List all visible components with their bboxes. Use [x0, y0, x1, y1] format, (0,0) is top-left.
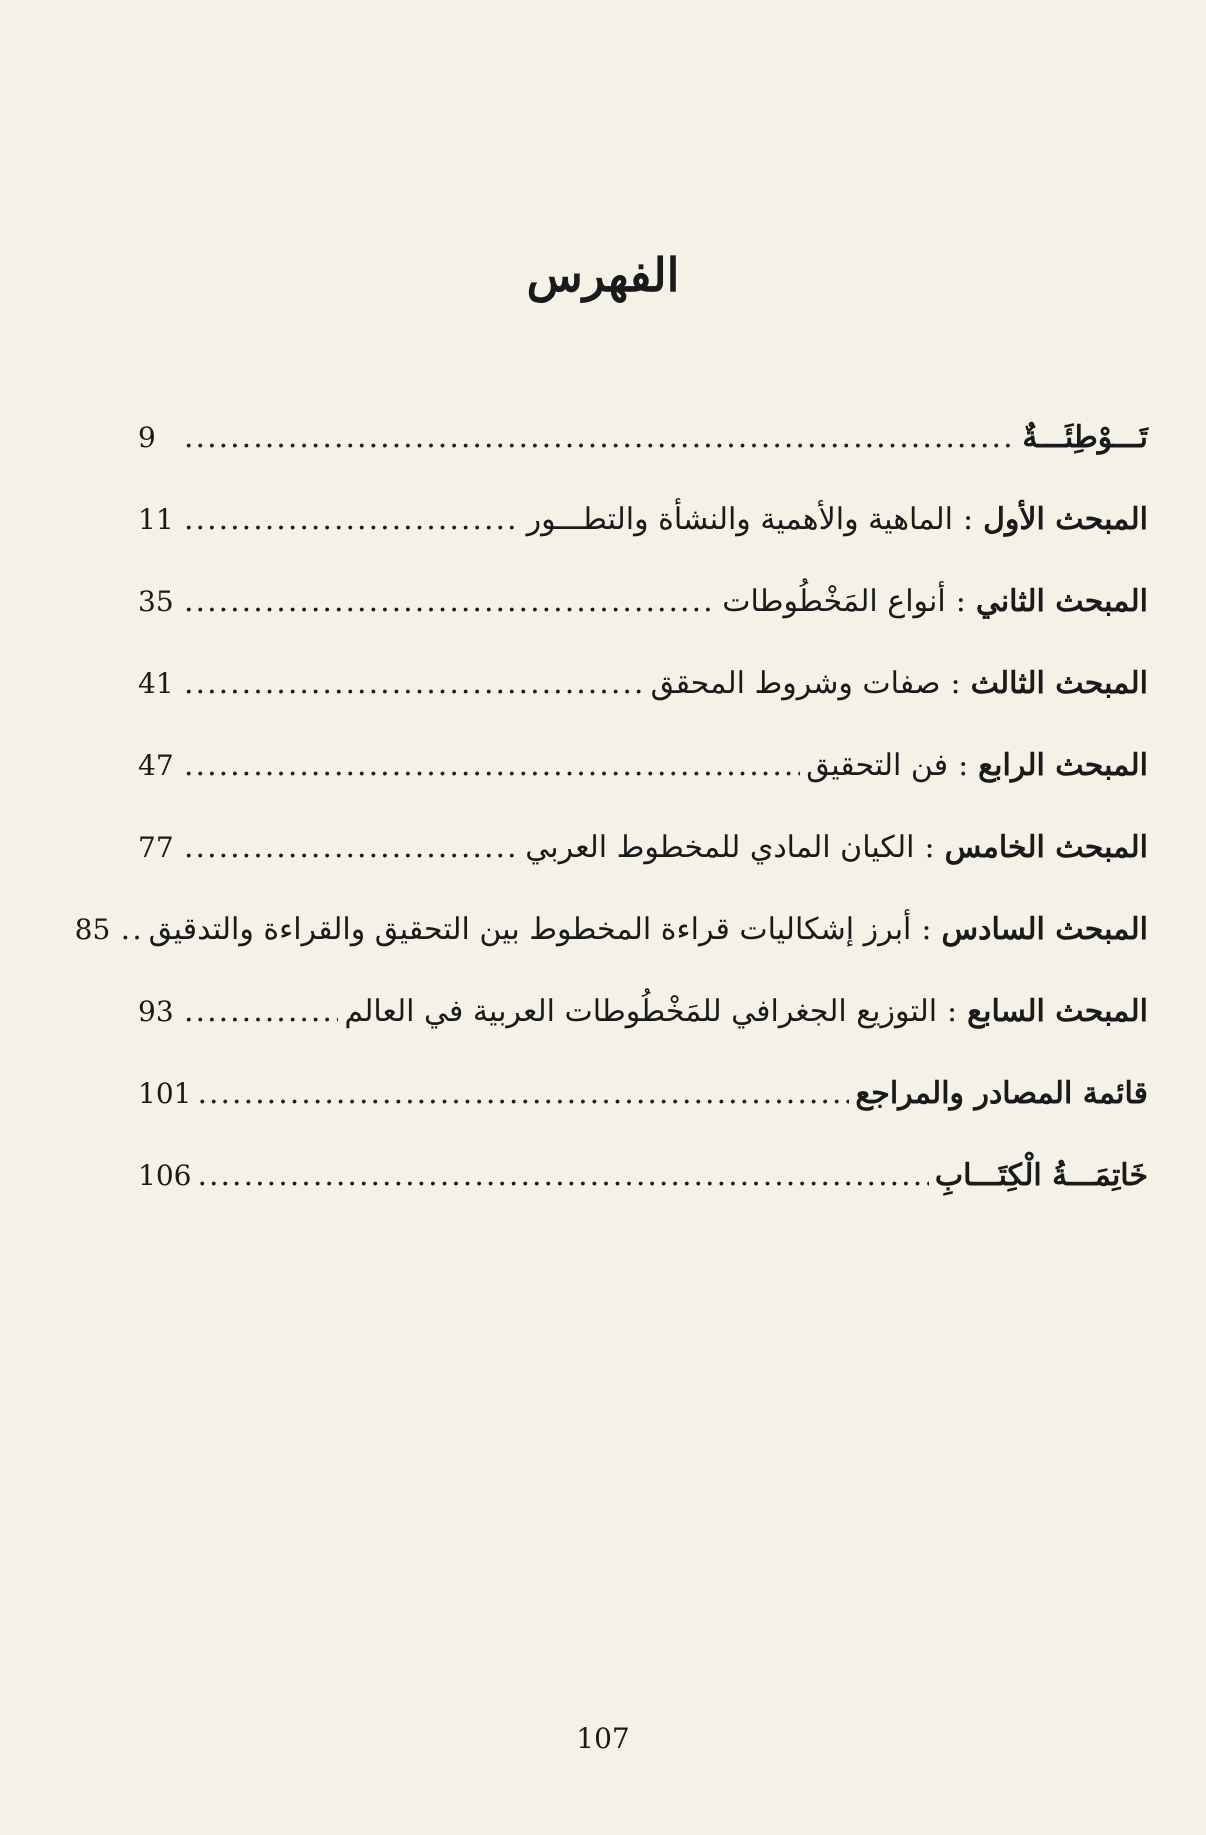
- toc-entry-separator: :: [947, 994, 958, 1029]
- toc-leader-dots: [184, 584, 716, 619]
- toc-page-number: 77: [138, 831, 174, 864]
- toc-entry-text: أنواع المَخْطُوطات: [722, 584, 946, 619]
- toc-entry-title: [149, 912, 1148, 947]
- toc-entry-text: الكيان المادي للمخطوط العربي: [525, 830, 915, 865]
- toc-leader-dots: [184, 748, 800, 783]
- toc-entry-title: [651, 666, 1148, 701]
- toc-entry-title: [525, 830, 1148, 865]
- toc-entry-label: المبحث الثاني: [975, 584, 1148, 619]
- toc-entry-label: المبحث السادس: [941, 912, 1148, 947]
- toc-entry-text: الماهية والأهمية والنشأة والتطـــور: [526, 502, 954, 537]
- toc-entry: [138, 1076, 1148, 1158]
- toc-leader-dots: [184, 420, 1016, 455]
- toc-entry-title: [722, 584, 1148, 619]
- toc-entry: [138, 666, 1148, 748]
- toc-entry-title: [806, 748, 1148, 783]
- toc-entry: [138, 830, 1148, 912]
- page-title: الفهرس: [526, 248, 680, 302]
- toc-entry-text: أبرز إشكاليات قراءة المخطوط بين التحقيق والقراءة والتدقيق: [148, 912, 912, 947]
- toc-entry-separator: :: [958, 748, 969, 783]
- toc-entry-label: المبحث الخامس: [944, 830, 1148, 865]
- toc-leader-dots: [197, 1076, 849, 1111]
- toc-entry-separator: :: [950, 666, 961, 701]
- table-of-contents: [74, 420, 1148, 1240]
- toc-entry: [138, 748, 1148, 830]
- toc-page-number: 35: [138, 585, 174, 618]
- toc-entry-text: فن التحقيق: [806, 748, 949, 783]
- toc-leader-dots: [121, 912, 143, 947]
- toc-page-number: 93: [138, 995, 174, 1028]
- toc-entry-title: [344, 994, 1148, 1029]
- toc-entry-label: خَاتِمَـــةُ الْكِتَـــابِ: [934, 1158, 1148, 1193]
- toc-entry: [74, 912, 1148, 994]
- toc-page-number: 41: [138, 667, 174, 700]
- toc-entry-label: المبحث السابع: [967, 994, 1148, 1029]
- toc-entry-label: تَـــوْطِئَـــةٌ: [1022, 420, 1148, 455]
- toc-entry-title: [527, 502, 1148, 537]
- toc-entry-label: المبحث الرابع: [978, 748, 1148, 783]
- toc-entry: [138, 584, 1148, 666]
- toc-entry-separator: :: [921, 912, 932, 947]
- toc-page-number: 106: [138, 1159, 192, 1192]
- toc-entry-text: صفات وشروط المحقق: [650, 666, 941, 701]
- toc-entry-label: المبحث الأول: [983, 502, 1148, 537]
- toc-leader-dots: [184, 830, 519, 865]
- toc-page-number: 85: [74, 913, 111, 946]
- toc-entry: [138, 420, 1148, 502]
- toc-entry-label: قائمة المصادر والمراجع: [855, 1076, 1148, 1111]
- toc-entry: [138, 1158, 1148, 1240]
- page-number: 107: [576, 1722, 630, 1755]
- toc-entry-title: [1022, 420, 1148, 455]
- toc-leader-dots: [184, 666, 645, 701]
- toc-page-number: 11: [138, 503, 174, 536]
- toc-leader-dots: [184, 994, 338, 1029]
- toc-entry-text: التوزيع الجغرافي للمَخْطُوطات العربية في العالم: [344, 994, 938, 1029]
- toc-page-number: 9: [138, 421, 156, 454]
- toc-entry-title: [855, 1076, 1148, 1111]
- toc-entry: [138, 994, 1148, 1076]
- toc-page-number: 101: [138, 1077, 192, 1110]
- toc-entry-separator: :: [963, 502, 974, 537]
- toc-entry: [138, 502, 1148, 584]
- toc-leader-dots: [197, 1158, 928, 1193]
- toc-entry-separator: :: [924, 830, 935, 865]
- toc-entry-title: [935, 1158, 1148, 1193]
- toc-page-number: 47: [138, 749, 174, 782]
- toc-entry-separator: :: [955, 584, 966, 619]
- toc-leader-dots: [184, 502, 521, 537]
- toc-entry-label: المبحث الثالث: [970, 666, 1148, 701]
